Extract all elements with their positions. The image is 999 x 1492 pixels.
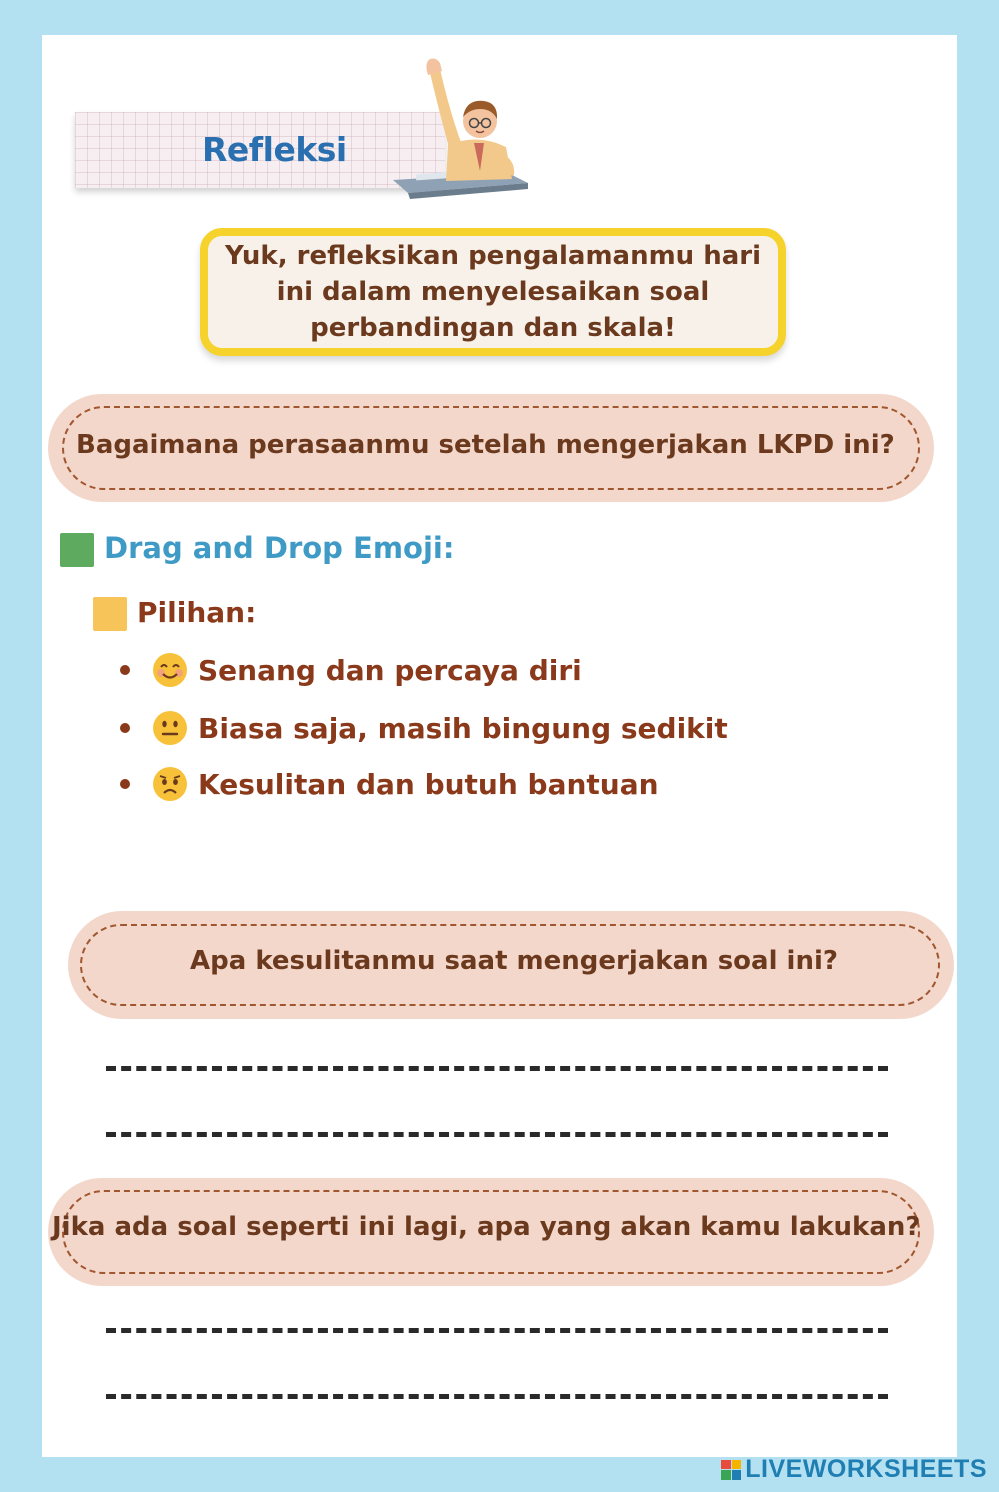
bullet-icon	[120, 779, 130, 789]
bullet-icon	[120, 665, 130, 675]
answer-line-q3-2[interactable]	[106, 1394, 888, 1399]
smiling-face-icon[interactable]	[152, 652, 188, 688]
question-3-text: Jika ada soal seperti ini lagi, apa yang akan kamu lakukan?	[52, 1212, 921, 1242]
brand-name: LIVEWORKSHEETS	[745, 1455, 987, 1483]
option-label: Kesulitan dan butuh bantuan	[198, 767, 659, 801]
neutral-face-icon[interactable]	[152, 710, 188, 746]
bullet-icon	[120, 723, 130, 733]
option-label: Biasa saja, masih bingung sedikit	[198, 711, 728, 745]
liveworksheets-brand	[721, 1455, 987, 1484]
question-2-text: Apa kesulitanmu saat mengerjakan soal ini?	[190, 946, 838, 976]
yellow-square-icon	[93, 597, 127, 631]
emoji-option-happy[interactable]	[120, 652, 582, 688]
option-label: Senang dan percaya diri	[198, 653, 582, 687]
emoji-option-worried[interactable]	[120, 766, 659, 802]
question-1-text: Bagaimana perasaanmu setelah mengerjakan LKPD ini?	[76, 430, 895, 460]
emoji-option-neutral[interactable]	[120, 710, 728, 746]
instruction-heading: Drag and Drop Emoji:	[104, 531, 455, 565]
options-heading: Pilihan:	[137, 596, 257, 629]
intro-box	[200, 228, 786, 356]
intro-text: Yuk, refleksikan pengalamanmu hari ini dalam menyelesaikan soal perbandingan dan skala!	[224, 241, 762, 343]
answer-line-q2-1[interactable]	[106, 1066, 888, 1071]
answer-line-q3-1[interactable]	[106, 1328, 888, 1333]
worried-face-icon[interactable]	[152, 766, 188, 802]
page-title: Refleksi	[202, 130, 347, 169]
teacher-raising-hand-illustration	[388, 55, 533, 200]
answer-line-q2-2[interactable]	[106, 1132, 888, 1137]
liveworksheets-logo-icon	[721, 1460, 741, 1480]
green-square-icon	[60, 533, 94, 567]
